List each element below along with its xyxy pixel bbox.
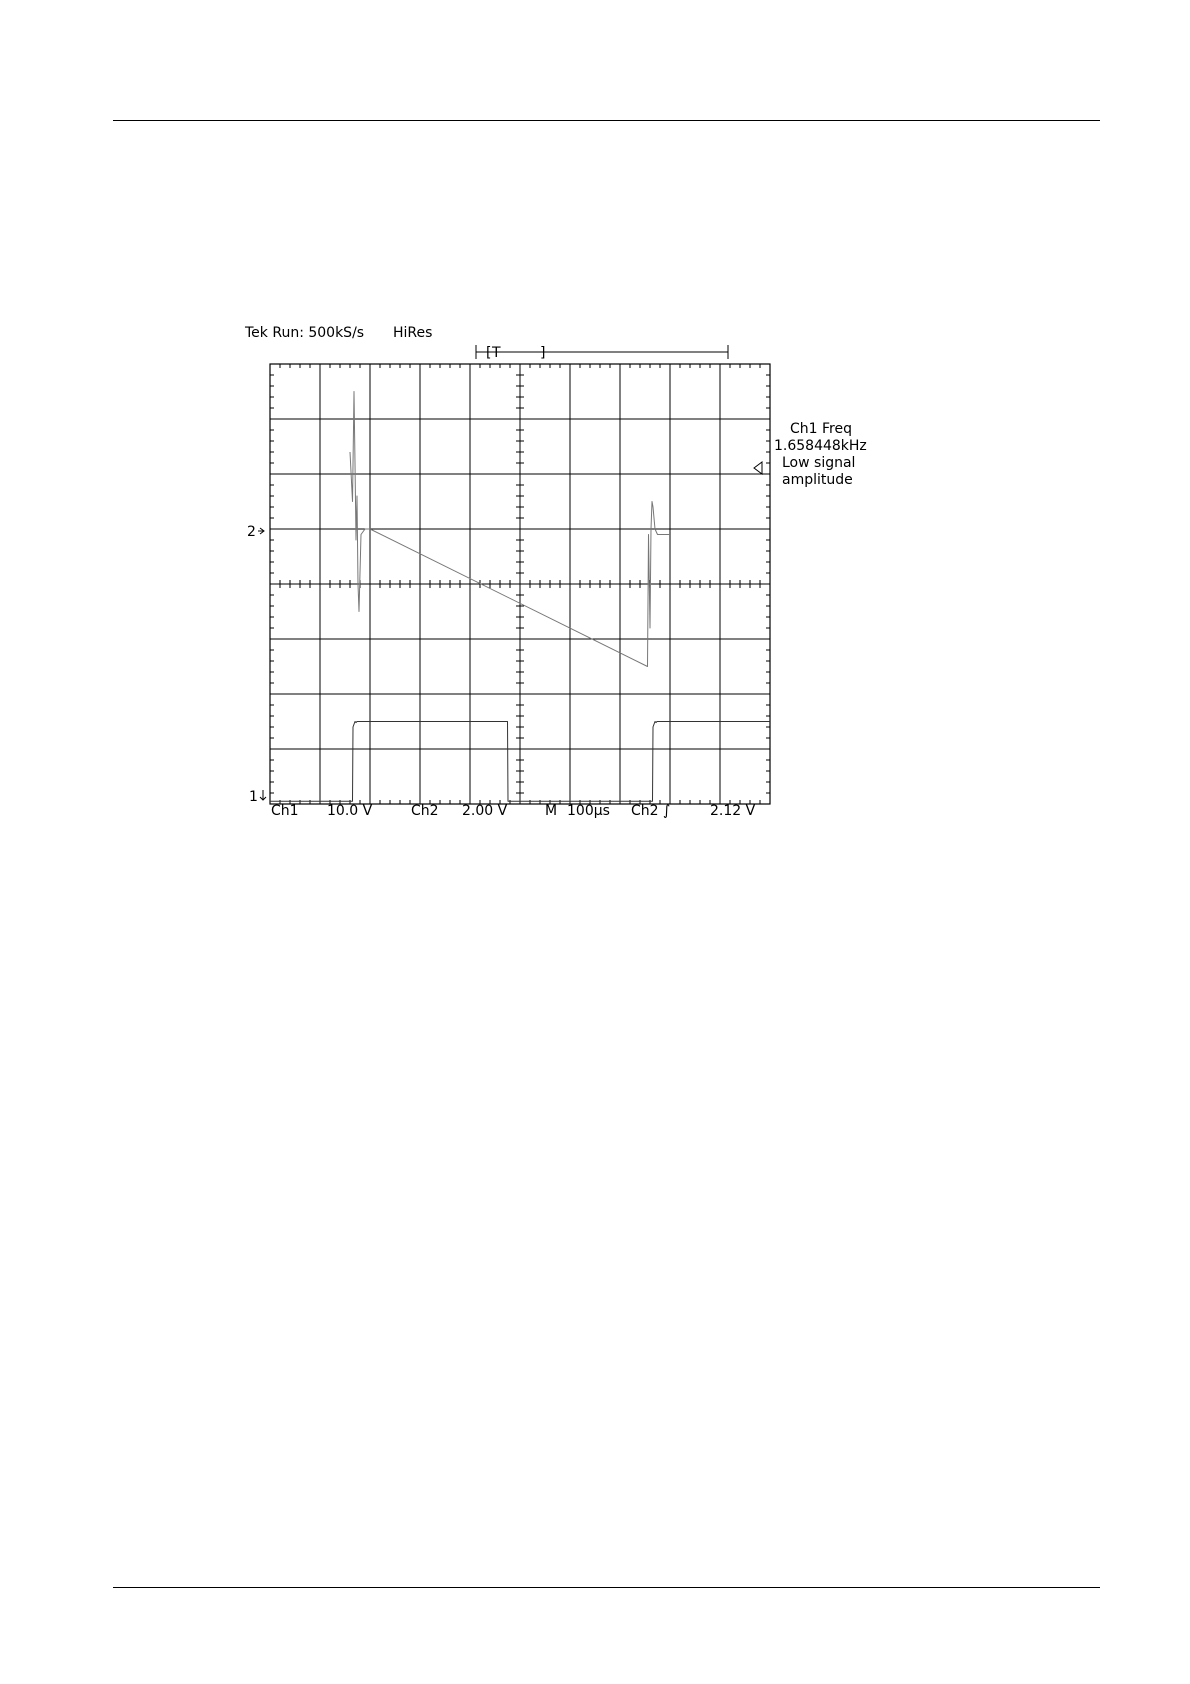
readout-ch2-label: Ch2 [411, 803, 439, 819]
measurement-line-1: Ch1 Freq [790, 421, 852, 437]
ch2-ground-arrow-icon [258, 528, 264, 534]
ch1-marker-label: 1 [249, 789, 258, 805]
trigger-level-arrow-icon [754, 462, 762, 474]
trigger-open-bracket: [ [486, 345, 492, 361]
readout-ch1-label: Ch1 [271, 803, 299, 819]
readout-timebase: 100µs [567, 803, 610, 819]
trigger-close-bracket: ] [540, 345, 546, 361]
readout-ch1-scale: 10.0 V [327, 803, 373, 819]
readout-timebase-label: M [545, 803, 558, 819]
readout-trigger-source: Ch2 ∫ [631, 803, 671, 819]
readout-ch2-scale: 2.00 V [462, 803, 508, 819]
ch1-ground-arrow-icon [260, 790, 266, 800]
status-text: Tek Run: 500kS/s [245, 325, 365, 341]
measurement-line-3: Low signal [782, 455, 856, 471]
ch2-marker-label: 2 [247, 524, 256, 540]
mode-text: HiRes [393, 325, 433, 341]
trigger-marker-label: T [492, 345, 501, 361]
readout-trigger-level: 2.12 V [710, 803, 756, 819]
measurement-line-4: amplitude [782, 472, 853, 488]
measurement-line-2: 1.658448kHz [774, 438, 867, 454]
graticule [270, 364, 770, 804]
